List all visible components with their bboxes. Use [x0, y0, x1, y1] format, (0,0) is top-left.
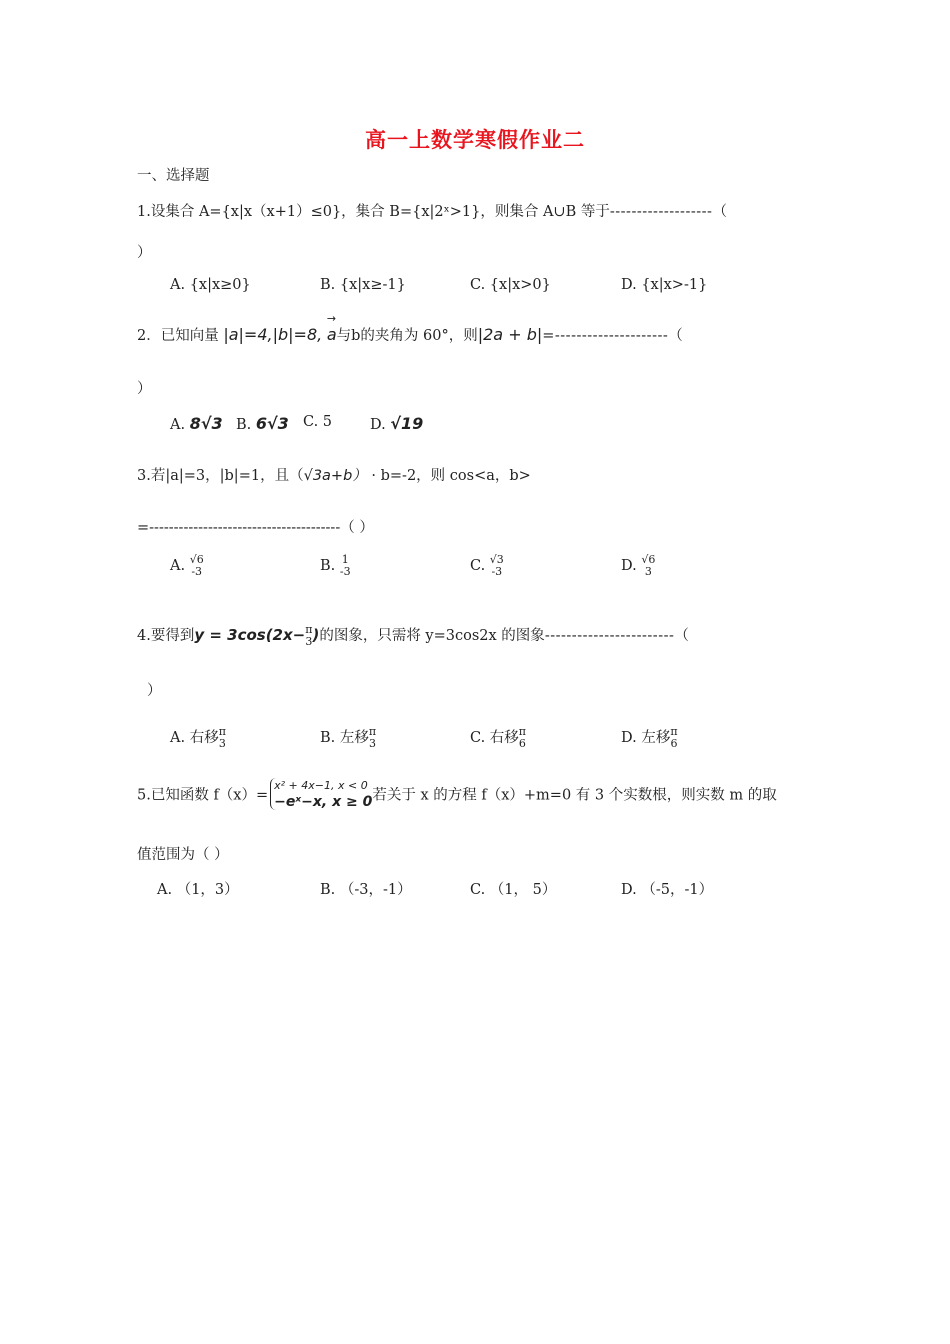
- question-2-option-b: [236, 414, 289, 433]
- question-4-option-c-fraction: [519, 726, 526, 750]
- fraction-denominator: -3: [491, 565, 503, 578]
- question-5-piecewise-function: [270, 778, 372, 810]
- question-1-option-b: B. {x|x≥-1}: [320, 277, 406, 293]
- question-3-option-d: [621, 554, 655, 578]
- question-2-middle: 与b的夹角为 60°，则: [336, 328, 478, 344]
- question-3-expression: √3a+b）: [303, 468, 367, 484]
- question-1-close: ）: [137, 245, 152, 261]
- question-4-option-b-label: B. 左移: [320, 730, 369, 746]
- question-4-stem: [137, 624, 689, 648]
- fraction-denominator: 3: [368, 737, 376, 750]
- question-2-expression: |2a + b|: [477, 325, 543, 344]
- question-1-option-d: D. {x|x>-1}: [621, 277, 708, 293]
- fraction-denominator: 3: [305, 635, 313, 648]
- question-5-option-a: A. （1，3）: [157, 882, 239, 898]
- question-3-magnitude-b: |b|=1，且（: [219, 468, 304, 484]
- question-4-option-a: [170, 726, 226, 750]
- question-2-magnitude-a: |a|=4,: [223, 325, 273, 344]
- question-3-option-d-fraction: [641, 554, 655, 578]
- question-5-prefix: 5.已知函数 f（x）=: [137, 787, 269, 804]
- question-2-option-a-value: 8√3: [189, 414, 223, 433]
- question-3-dot: ·: [371, 468, 377, 484]
- question-2-option-a-label: A.: [170, 417, 186, 433]
- question-4-option-d-fraction: [670, 726, 677, 750]
- question-4-middle: 的图象，只需将 y=3cos2x 的图象: [319, 628, 545, 644]
- question-2-option-c: C. 5: [303, 414, 333, 430]
- question-4-function: y = 3cos(2x−: [194, 626, 306, 644]
- fraction-denominator: 3: [218, 737, 226, 750]
- fraction-denominator: 6: [518, 737, 526, 750]
- question-4-prefix: 4.要得到: [137, 628, 195, 644]
- question-3-stem: [137, 464, 531, 485]
- question-1-answer-blank: -------------------（: [609, 204, 728, 220]
- question-4-close: ）: [147, 683, 162, 699]
- fraction-denominator: -3: [339, 565, 351, 578]
- fraction-numerator: √6: [189, 553, 204, 566]
- question-3-prefix: 3.若: [137, 468, 166, 484]
- question-1-stem: [137, 200, 727, 221]
- question-4-option-d: [621, 726, 678, 750]
- question-2-stem: [137, 324, 683, 345]
- fraction-numerator: √6: [641, 553, 656, 566]
- question-3-tail: b=-2，则 cos<a，b>: [380, 468, 531, 484]
- fraction-numerator: π: [518, 725, 527, 738]
- question-2-option-b-label: B.: [236, 417, 252, 433]
- question-4-option-c-label: C. 右移: [470, 730, 519, 746]
- question-3-option-c-fraction: [490, 554, 504, 578]
- question-5-tail: 若关于 x 的方程 f（x）+m=0 有 3 个实数根，则实数 m 的取: [372, 787, 777, 804]
- question-5-option-d: D. （-5，-1）: [621, 882, 714, 898]
- question-3-option-b-fraction: [340, 554, 351, 578]
- fraction-numerator: √3: [489, 553, 504, 566]
- question-5-option-b: B. （-3，-1）: [320, 882, 412, 898]
- question-3-option-a: [170, 554, 204, 578]
- fraction-numerator: 1: [341, 553, 349, 566]
- question-4-option-a-fraction: [219, 726, 226, 750]
- question-2-option-d: [370, 414, 423, 433]
- question-1-option-c: C. {x|x>0}: [470, 277, 551, 293]
- question-3-option-a-label: A.: [170, 558, 186, 574]
- question-4-option-d-label: D. 左移: [621, 730, 671, 746]
- question-3-option-b-label: B.: [320, 558, 336, 574]
- question-1-text: 1.设集合 A={x|x（x+1）≤0}，集合 B={x|2ˣ>1}，则集合 A∪B 等于: [137, 204, 610, 220]
- question-4-option-b-fraction: [369, 726, 376, 750]
- question-5-stem: [137, 778, 777, 810]
- question-2-prefix: 2．已知向量: [137, 328, 219, 344]
- question-5-option-c: C. （1， 5）: [470, 882, 557, 898]
- question-5-answer-blank: 值范围为（ ）: [137, 847, 229, 863]
- question-4-option-b: [320, 726, 376, 750]
- question-2-option-a: [170, 414, 223, 433]
- question-2-answer-blank: =---------------------（: [542, 328, 684, 344]
- fraction-numerator: π: [368, 725, 377, 738]
- piecewise-case-2: −eˣ−x, x ≥ 0: [274, 794, 373, 810]
- fraction-numerator: π: [670, 725, 678, 738]
- piecewise-case-1: x² + 4x−1, x < 0: [274, 779, 368, 792]
- question-2-magnitude-b: |b|=8,: [272, 325, 323, 344]
- fraction-denominator: 3: [644, 565, 652, 578]
- question-2-option-d-value: √19: [390, 414, 424, 433]
- question-2-vector-a: → a: [327, 325, 337, 344]
- fraction-denominator: -3: [191, 565, 203, 578]
- question-4-option-c: [470, 726, 526, 750]
- question-3-option-a-fraction: [190, 554, 204, 578]
- question-4-function-close: ): [312, 626, 320, 644]
- question-3-option-c-label: C.: [470, 558, 486, 574]
- question-4-answer-blank: ------------------------（: [544, 628, 690, 644]
- question-4-option-a-label: A. 右移: [170, 730, 219, 746]
- question-2-option-b-value: 6√3: [255, 414, 289, 433]
- fraction-numerator: π: [305, 623, 313, 636]
- question-1-option-a: A. {x|x≥0}: [170, 277, 251, 293]
- fraction-denominator: 6: [670, 737, 678, 750]
- question-3-magnitude-a: |a|=3，: [165, 468, 220, 484]
- page-title: 高一上数学寒假作业二: [365, 128, 585, 152]
- question-3-option-d-label: D.: [621, 558, 637, 574]
- question-3-answer-blank: =---------------------------------------（ ）: [137, 520, 374, 536]
- section-heading: 一、选择题: [137, 168, 210, 184]
- question-3-option-b: [320, 554, 351, 578]
- question-2-option-d-label: D.: [370, 417, 386, 433]
- question-3-option-c: [470, 554, 504, 578]
- fraction-numerator: π: [218, 725, 226, 738]
- question-2-close: ）: [137, 381, 152, 397]
